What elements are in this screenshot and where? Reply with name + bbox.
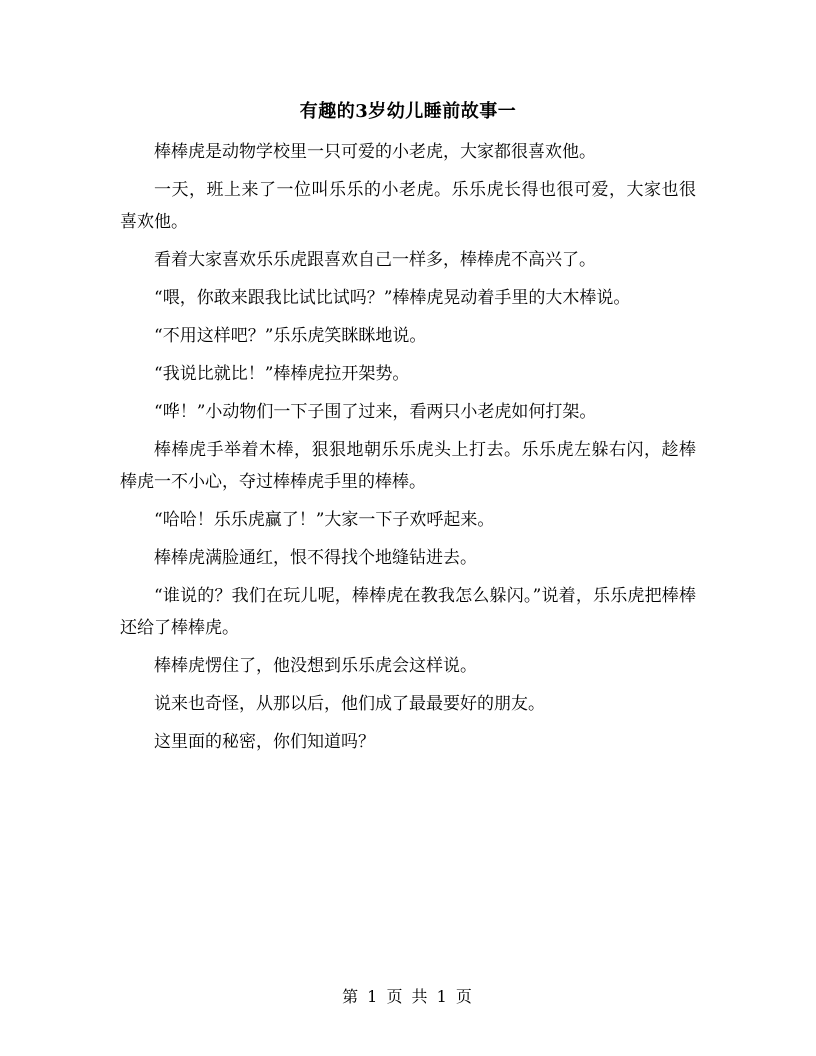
document-title: 有趣的3岁幼儿睡前故事一 [299, 101, 517, 122]
paragraph: “哗！”小动物们一下子围了过来，看两只小老虎如何打架。 [154, 402, 597, 422]
paragraph: 棒棒虎手举着木棒，狠狠地朝乐乐虎头上打去。乐乐虎左躲右闪，趁棒棒虎一不小心，夺过棒棒虎手里的棒棒。 [120, 440, 696, 492]
paragraph: “不用这样吧？”乐乐虎笑眯眯地说。 [154, 326, 427, 346]
document-body [120, 136, 696, 764]
paragraph: 一天，班上来了一位叫乐乐的小老虎。乐乐虎长得也很可爱，大家也很喜欢他。 [120, 180, 696, 232]
paragraph: 说来也奇怪，从那以后，他们成了最最要好的朋友。 [154, 694, 545, 714]
page-number-footer: 第 1 页 共 1 页 [342, 987, 474, 1006]
paragraph: “哈哈！乐乐虎赢了！”大家一下子欢呼起来。 [154, 510, 495, 530]
paragraph: 棒棒虎愣住了，他没想到乐乐虎会这样说。 [154, 656, 477, 676]
paragraph: 棒棒虎满脸通红，恨不得找个地缝钻进去。 [154, 548, 477, 568]
paragraph: “喂，你敢来跟我比试比试吗？”棒棒虎晃动着手里的大木棒说。 [154, 288, 631, 308]
paragraph: “我说比就比！”棒棒虎拉开架势。 [154, 364, 410, 384]
paragraph: 这里面的秘密，你们知道吗？ [154, 732, 375, 752]
paragraph: 看着大家喜欢乐乐虎跟喜欢自己一样多，棒棒虎不高兴了。 [154, 250, 596, 270]
paragraph: 棒棒虎是动物学校里一只可爱的小老虎，大家都很喜欢他。 [154, 142, 596, 162]
paragraph: “谁说的？我们在玩儿呢，棒棒虎在教我怎么躲闪。”说着，乐乐虎把棒棒还给了棒棒虎。 [120, 586, 696, 638]
